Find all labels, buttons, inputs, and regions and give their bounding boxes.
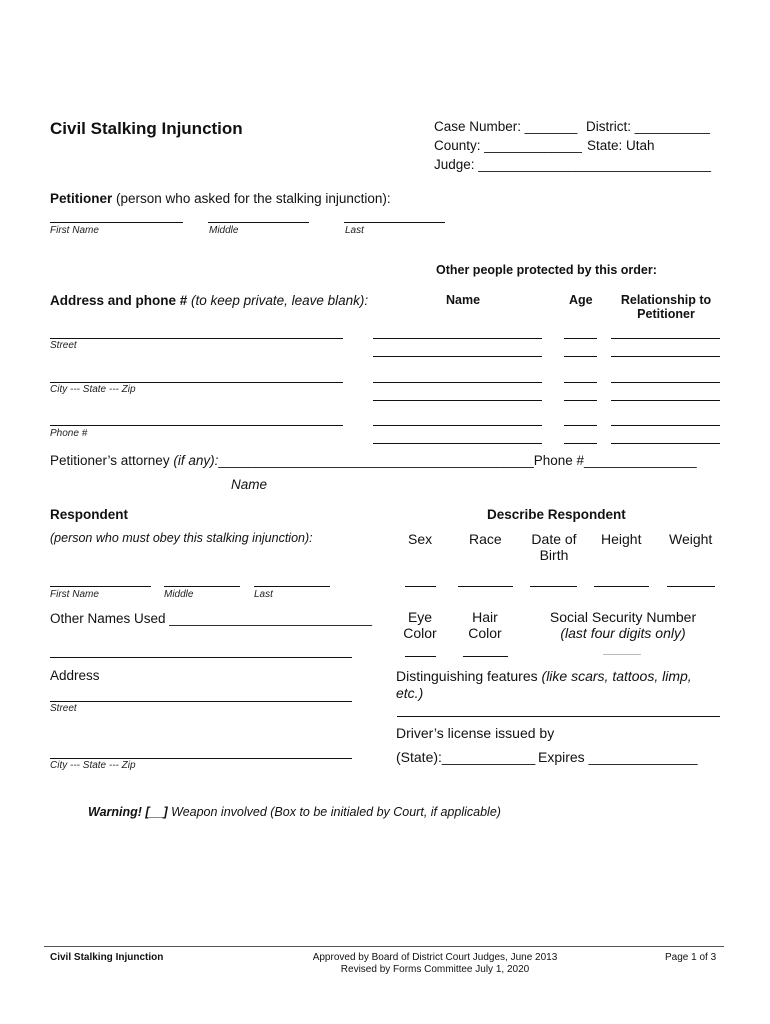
respondent-last-caption: Last	[254, 589, 273, 600]
protected-name-input[interactable]	[373, 425, 542, 426]
race-input[interactable]	[458, 586, 513, 587]
respondent-middle-input[interactable]	[164, 586, 240, 587]
attorney-if-any: (if any):	[173, 453, 219, 468]
eye-color-input[interactable]	[405, 656, 436, 657]
protected-name-input[interactable]	[373, 338, 542, 339]
protected-age-input[interactable]	[564, 425, 597, 426]
petitioner-last-input[interactable]	[344, 222, 445, 223]
petitioner-note: (person who asked for the stalking injunction):	[116, 191, 391, 206]
protected-age-input[interactable]	[564, 338, 597, 339]
protected-age-input[interactable]	[564, 400, 597, 401]
ssn-input[interactable]	[603, 654, 641, 655]
weight-col: Weight	[669, 531, 713, 547]
ssn-col	[540, 609, 706, 641]
features-input[interactable]	[397, 716, 720, 717]
petitioner-street-caption: Street	[50, 340, 77, 351]
petitioner-middle-caption: Middle	[209, 225, 239, 236]
footer-divider	[44, 946, 724, 947]
judge-field[interactable]: Judge: _______________________________	[434, 157, 712, 172]
dob-col-line2: Birth	[539, 547, 569, 563]
protected-relationship-input[interactable]	[611, 356, 720, 357]
protected-relationship-input[interactable]	[611, 425, 720, 426]
county-field[interactable]: County: _____________	[434, 138, 582, 153]
case-number-field[interactable]: Case Number: _______	[434, 119, 578, 134]
protected-col-relationship-line1: Relationship to	[620, 293, 712, 307]
attorney-name-caption: Name	[231, 477, 268, 492]
protected-relationship-input[interactable]	[611, 443, 720, 444]
state-value: State: Utah	[587, 138, 655, 153]
distinguishing-features	[396, 668, 716, 702]
hair-color-line1: Hair	[472, 609, 498, 625]
attorney-field[interactable]	[50, 453, 697, 468]
dob-col-line1: Date of	[531, 531, 577, 547]
hair-color-input[interactable]	[463, 656, 508, 657]
protected-name-input[interactable]	[373, 382, 542, 383]
respondent-heading: Respondent	[50, 507, 129, 522]
protected-age-input[interactable]	[564, 382, 597, 383]
respondent-city-caption: City --- State --- Zip	[50, 760, 136, 771]
protected-relationship-input[interactable]	[611, 400, 720, 401]
describe-heading: Describe Respondent	[487, 507, 626, 522]
race-col: Race	[469, 531, 502, 547]
license-state-field[interactable]: (State):____________	[396, 749, 536, 765]
respondent-first-name-caption: First Name	[50, 589, 99, 600]
features-label: Distinguishing features	[396, 668, 538, 684]
petitioner-first-name-caption: First Name	[50, 225, 99, 236]
footer-form-title: Civil Stalking Injunction	[50, 952, 164, 963]
eye-color-line1: Eye	[407, 609, 433, 625]
respondent-middle-caption: Middle	[164, 589, 194, 600]
respondent-street-caption: Street	[50, 703, 77, 714]
attorney-label: Petitioner’s attorney	[50, 453, 170, 468]
page-title: Civil Stalking Injunction	[50, 119, 243, 138]
petitioner-phone-caption: Phone #	[50, 428, 88, 439]
ssn-line1: Social Security Number	[549, 609, 697, 625]
respondent-note: (person who must obey this stalking injunction):	[50, 531, 313, 545]
footer-approval-line1: Approved by Board of District Court Judges, June 2013	[312, 952, 558, 963]
height-col: Height	[601, 531, 642, 547]
weapon-warning	[88, 805, 501, 819]
petitioner-last-caption: Last	[345, 225, 364, 236]
protected-col-age: Age	[569, 293, 593, 307]
respondent-last-input[interactable]	[254, 586, 330, 587]
license-label: Driver’s license issued by	[396, 725, 555, 741]
protected-name-input[interactable]	[373, 356, 542, 357]
petitioner-first-name-input[interactable]	[50, 222, 183, 223]
address-phone-note: (to keep private, leave blank):	[191, 293, 369, 308]
petitioner-label: Petitioner	[50, 191, 113, 206]
weight-input[interactable]	[667, 586, 715, 587]
protected-name-input[interactable]	[373, 400, 542, 401]
footer-approval	[300, 952, 570, 976]
other-names-field[interactable]: Other Names Used ___________________________	[50, 611, 373, 626]
petitioner-heading	[50, 191, 391, 206]
sex-input[interactable]	[405, 586, 436, 587]
protected-col-relationship-line2: Petitioner	[637, 307, 695, 321]
other-names-extra-input[interactable]	[50, 657, 352, 658]
hair-color-col	[464, 609, 506, 641]
respondent-street-input[interactable]	[50, 701, 352, 702]
protected-col-relationship	[612, 293, 720, 321]
eye-color-col	[400, 609, 440, 641]
protected-name-input[interactable]	[373, 443, 542, 444]
features-examples-2: etc.)	[396, 685, 424, 701]
respondent-city-input[interactable]	[50, 758, 352, 759]
protected-col-name: Name	[446, 293, 481, 307]
eye-color-line2: Color	[403, 625, 437, 641]
dob-col	[524, 531, 584, 563]
protected-relationship-input[interactable]	[611, 382, 720, 383]
weapon-warning-text: Weapon involved (Box to be initialed by Court, if applicable)	[171, 805, 501, 819]
petitioner-city-caption: City --- State --- Zip	[50, 384, 136, 395]
protected-age-input[interactable]	[564, 443, 597, 444]
hair-color-line2: Color	[468, 625, 502, 641]
features-examples: (like scars, tattoos, limp,	[541, 668, 692, 684]
petitioner-middle-input[interactable]	[208, 222, 309, 223]
footer-page-number: Page 1 of 3	[665, 952, 717, 963]
protected-relationship-input[interactable]	[611, 338, 720, 339]
protected-heading: Other people protected by this order:	[436, 263, 657, 277]
attorney-blank: __________________________________________	[218, 453, 534, 468]
attorney-phone-field[interactable]: Phone #_______________	[533, 453, 697, 468]
address-phone-heading	[50, 293, 368, 308]
weapon-warning-box[interactable]: Warning! [__]	[88, 805, 168, 819]
petitioner-city-input[interactable]	[50, 382, 343, 383]
ssn-line2: (last four digits only)	[560, 625, 686, 641]
license-expires-field[interactable]: Expires ______________	[538, 749, 698, 765]
protected-age-input[interactable]	[564, 356, 597, 357]
petitioner-street-input[interactable]	[50, 338, 343, 339]
petitioner-phone-input[interactable]	[50, 425, 343, 426]
sex-col: Sex	[408, 531, 433, 547]
district-field[interactable]: District: __________	[586, 119, 710, 134]
respondent-address-label: Address	[50, 668, 100, 683]
address-phone-label: Address and phone #	[50, 293, 188, 308]
dob-input[interactable]	[530, 586, 577, 587]
footer-approval-line2: Revised by Forms Committee July 1, 2020	[340, 964, 530, 975]
respondent-first-name-input[interactable]	[50, 586, 151, 587]
height-input[interactable]	[594, 586, 649, 587]
